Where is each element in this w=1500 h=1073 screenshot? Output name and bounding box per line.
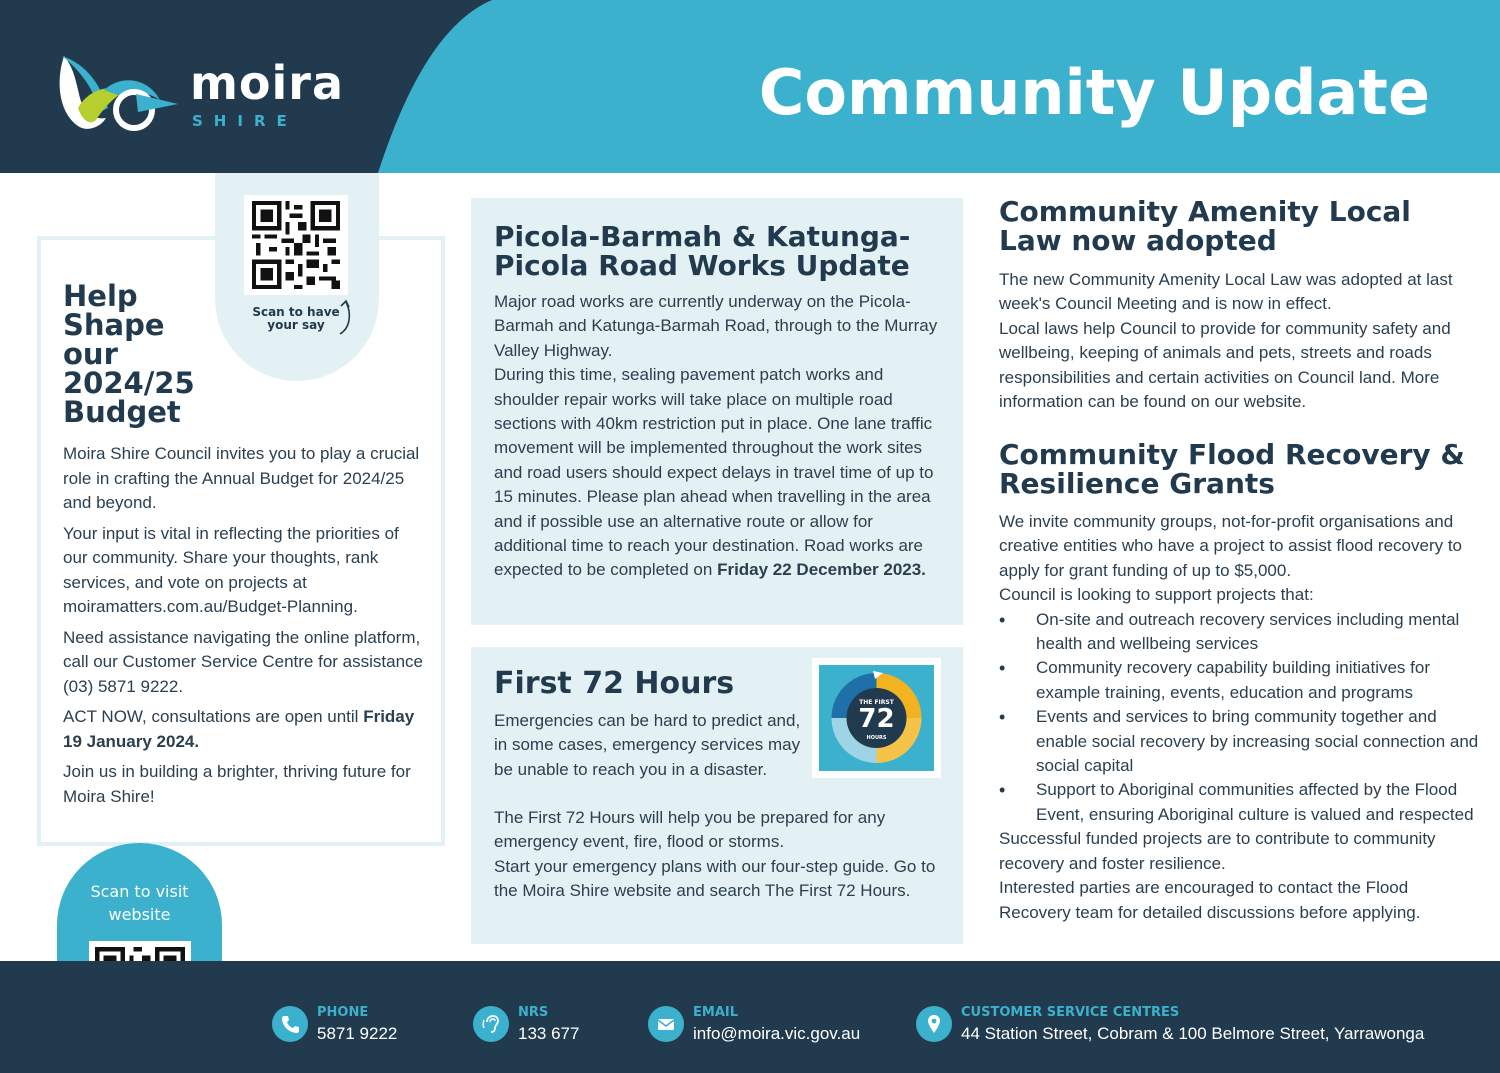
amenity-paragraph-2: Local laws help Council to provide for community safety and wellbeing, keeping of animals and pets, streets and roads responsibilities and certain activities on Council land. More information can be found on our website.	[999, 318, 1451, 412]
page-title: Community Update	[758, 56, 1430, 129]
amenity-paragraph-1: The new Community Amenity Local Law was adopted at last week's Council Meeting and is now in effect.	[999, 270, 1453, 314]
first72-badge-top: THE FIRST	[859, 699, 894, 706]
roadworks-heading: Picola-Barmah & Katunga-Picola Road Works Update	[494, 220, 911, 282]
email-value: info@moira.vic.gov.au	[693, 1024, 861, 1043]
contact-nrs[interactable]	[473, 1004, 579, 1046]
list-item: • On-site and outreach recovery services including mental health and wellbeing services	[999, 608, 1479, 657]
budget-paragraph-4	[63, 705, 425, 754]
contact-centres[interactable]	[916, 1004, 1424, 1046]
first72-paragraph-2: The First 72 Hours will help you be prepared for any emergency event, fire, flood or storms.	[494, 808, 886, 852]
logo-mark-icon	[56, 50, 186, 140]
logo-word: moira	[190, 56, 345, 110]
roadworks-paragraph-2	[494, 363, 944, 583]
budget-paragraph-3: Need assistance navigating the online platform, call our Customer Service Centre for assistance (03) 5871 9222.	[63, 627, 423, 696]
hearing-icon	[473, 1006, 509, 1042]
roadworks-details: During this time, sealing pavement patch works and shoulder repair works will take place on multiple road sections with 40km restriction put in place. One lane traffic movement will be implemented throughout the work sites and road users should expect delays in travel time of up to 15 minutes. Please plan ahead when travelling in the area and if possible use an alternative route or allow for additional time to reach your destination. Road works are expected to be completed on	[494, 365, 934, 580]
amenity-heading: Community Amenity Local Law now adopted	[999, 195, 1411, 257]
budget-deadline-date: Friday 19 January 2024.	[63, 707, 415, 751]
email-icon	[648, 1006, 684, 1042]
budget-deadline-lead: ACT NOW, consultations are open until	[63, 707, 359, 726]
first72-paragraph-3: Start your emergency plans with our four-step guide. Go to the Moira Shire website and search The First 72 Hours.	[494, 856, 936, 901]
first72-badge-bottom: HOURS	[866, 735, 887, 741]
first72-heading: First 72 Hours	[494, 666, 735, 701]
flood-heading: Community Flood Recovery & Resilience Grants	[999, 438, 1465, 500]
budget-heading: Help Shape our 2024/25 Budget	[63, 279, 195, 429]
budget-qr-code[interactable]	[244, 195, 348, 295]
budget-paragraph-1: Moira Shire Council invites you to play a crucial role in crafting the Annual Budget for 2024/25 and beyond.	[63, 444, 420, 512]
roadworks-paragraph-1: Major road works are currently underway on the Picola-Barmah and Katunga-Barmah Road, through to the Murray Valley Highway.	[494, 292, 938, 360]
budget-qr-caption: Scan to have your say	[252, 305, 340, 332]
phone-icon	[272, 1006, 308, 1042]
phone-value: 5871 9222	[317, 1024, 398, 1043]
roadworks-completion-date: Friday 22 December 2023.	[717, 560, 926, 580]
phone-label: PHONE	[317, 1005, 369, 1020]
location-pin-icon	[916, 1006, 952, 1042]
budget-paragraph-5: Join us in building a brighter, thriving future for Moira Shire!	[63, 762, 411, 806]
list-item: • Support to Aboriginal communities affected by the Flood Event, ensuring Aboriginal culture is valued and respected	[999, 778, 1479, 827]
flood-paragraph-1: We invite community groups, not-for-profit organisations and creative entities who have a project to assist flood recovery to apply for grant funding of up to $5,000.	[999, 512, 1463, 580]
qr-code-icon	[252, 201, 340, 289]
budget-body	[63, 442, 425, 815]
contact-phone[interactable]	[272, 1004, 397, 1046]
centres-value: 44 Station Street, Cobram & 100 Belmore Street, Yarrawonga	[961, 1024, 1425, 1043]
first72-intro: Emergencies can be hard to predict and, in some cases, emergency services may be unable to reach you in a disaster.	[494, 711, 801, 779]
contact-email[interactable]	[648, 1004, 860, 1046]
amenity-body	[999, 268, 1474, 414]
logo-subword: SHIRE	[192, 112, 298, 130]
flood-paragraph-2: Council is looking to support projects that:	[999, 585, 1314, 605]
list-item: • Events and services to bring community together and enable social recovery by increasing social connection and social capital	[999, 705, 1479, 778]
first72-body	[494, 806, 944, 904]
nrs-value: 133 677	[518, 1024, 580, 1043]
centres-label: CUSTOMER SERVICE CENTRES	[961, 1005, 1180, 1020]
curved-arrow-icon	[334, 298, 358, 338]
first72-badge	[819, 665, 934, 771]
flood-support-list	[999, 608, 1479, 828]
list-item: • Community recovery capability building initiatives for example training, events, education and programs	[999, 656, 1479, 705]
flood-body	[999, 510, 1479, 925]
flood-paragraph-4: Interested parties are encouraged to contact the Flood Recovery team for detailed discussions before applying.	[999, 878, 1421, 922]
nrs-label: NRS	[518, 1005, 549, 1020]
budget-paragraph-2: Your input is vital in reflecting the priorities of our community. Share your thoughts, rank services, and vote on projects at moiramatters.com.au/Budget-Planning.	[63, 523, 399, 616]
first72-badge-number: 72	[858, 704, 895, 734]
website-qr-label: Scan to visit website	[90, 882, 189, 924]
email-label: EMAIL	[693, 1005, 738, 1020]
roadworks-body	[494, 290, 944, 583]
flood-paragraph-3: Successful funded projects are to contribute to community recovery and foster resilience.	[999, 829, 1436, 873]
